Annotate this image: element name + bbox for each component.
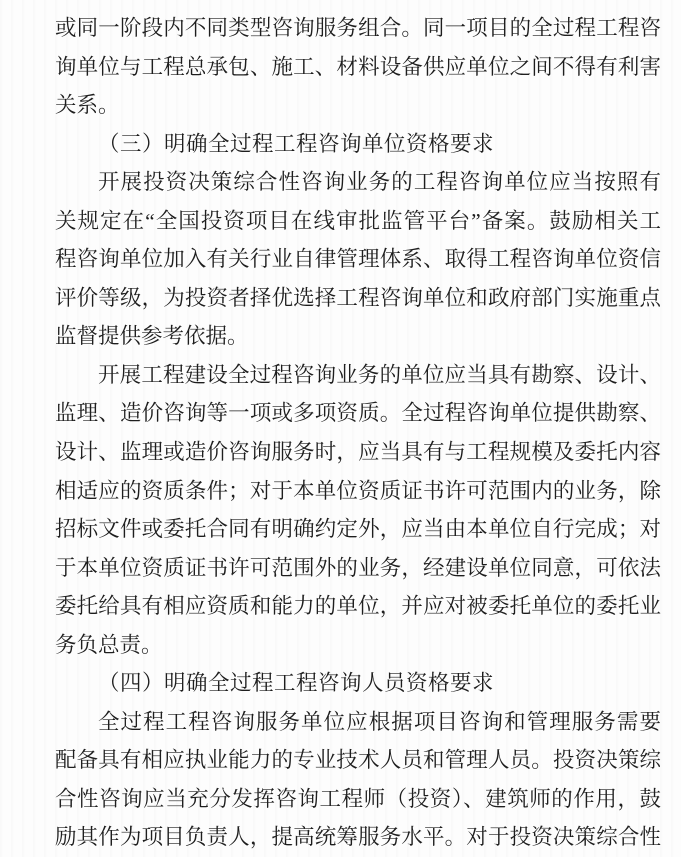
text-block [55,9,661,857]
text-line: 开展投资决策综合性咨询业务的工程咨询单位应当按照有 [98,170,661,195]
text-line: 务负总责。 [55,632,163,657]
text-line: 监理、造价咨询等一项或多项资质。全过程咨询单位提供勘察、 [55,401,661,426]
text-line: 程咨询单位加入有关行业自律管理体系、取得工程咨询单位资信 [55,247,661,272]
text-line: 开展工程建设全过程咨询业务的单位应当具有勘察、设计、 [98,362,661,387]
text-line: 全过程工程咨询服务单位应根据项目咨询和管理服务需要 [98,709,661,734]
section-heading-3: （三）明确全过程工程咨询单位资格要求 [98,131,495,156]
text-line: 评价等级，为投资者择优选择工程咨询单位和政府部门实施重点 [55,285,661,310]
text-line: 关系。 [55,93,120,118]
text-line: 询单位与工程总承包、施工、材料设备供应单位之间不得有利害 [55,54,661,79]
text-line: 监督提供参考依据。 [55,324,249,349]
text-line: 委托给具有相应资质和能力的单位，并应对被委托单位的委托业 [55,594,661,619]
text-line: 合性咨询应当充分发挥咨询工程师（投资）、建筑师的作用，鼓 [55,786,661,811]
section-heading-4: （四）明确全过程工程咨询人员资格要求 [98,671,495,696]
text-line: 相适应的资质条件；对于本单位资质证书许可范围内的业务，除 [55,478,661,503]
text-line: 设计、监理或造价咨询服务时，应当具有与工程规模及委托内容 [55,440,661,465]
text-line: 关规定在“全国投资项目在线审批监管平台”备案。鼓励相关工 [55,208,661,233]
text-line: 配备具有相应执业能力的专业技术人员和管理人员。投资决策综 [55,748,661,773]
text-line: 招标文件或委托合同有明确约定外，应当由本单位自行完成；对 [55,517,661,542]
text-line: 励其作为项目负责人，提高统筹服务水平。对于投资决策综合性 [55,825,661,850]
text-line: 或同一阶段内不同类型咨询服务组合。同一项目的全过程工程咨 [55,16,661,40]
text-line: 于本单位资质证书许可范围外的业务，经建设单位同意，可依法 [55,555,661,580]
